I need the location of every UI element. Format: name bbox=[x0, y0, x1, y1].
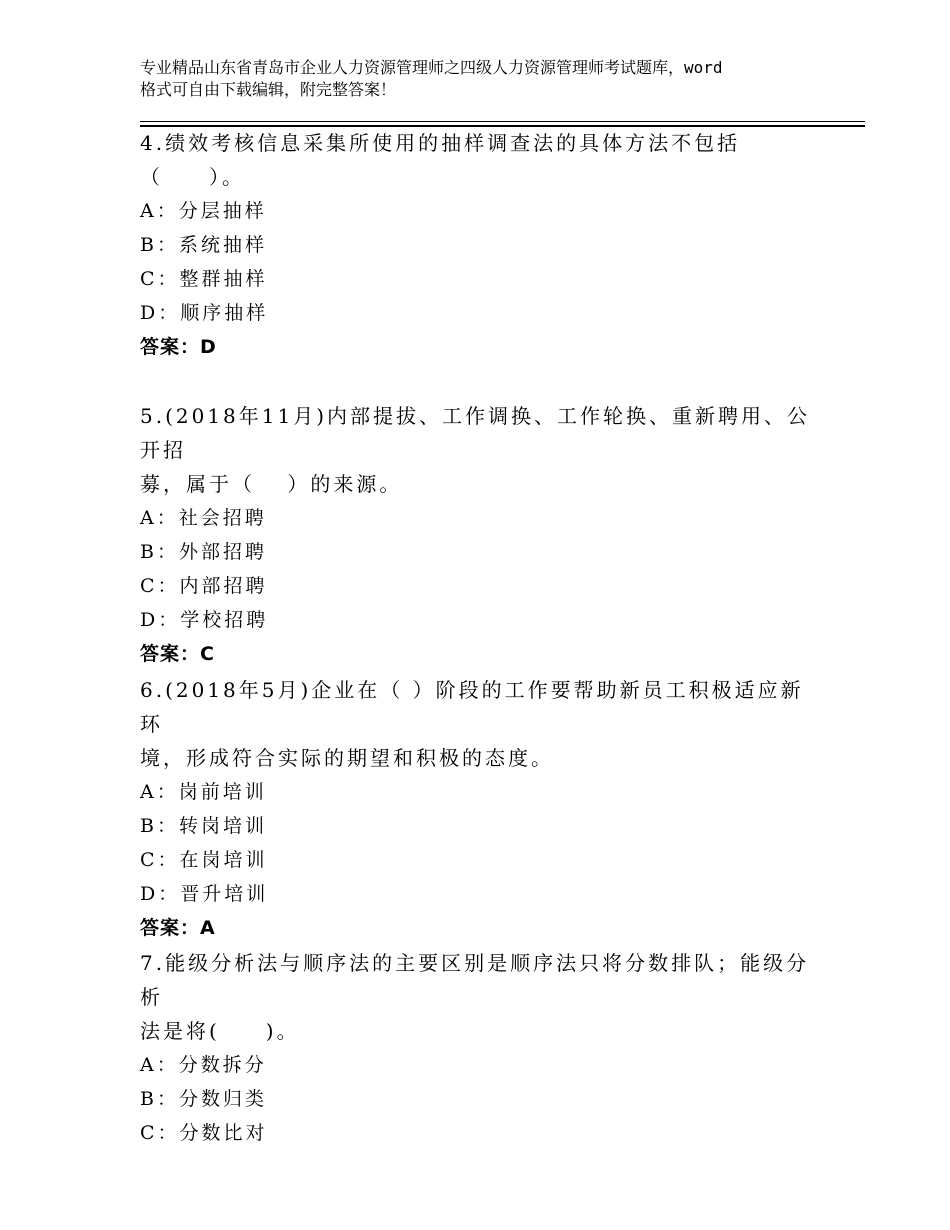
option-b: B：系统抽样 bbox=[140, 234, 267, 256]
option-a: A：分层抽样 bbox=[140, 200, 267, 222]
question-text-line-1: 7.能级分析法与顺序法的主要区别是顺序法只将分数排队；能级分析 bbox=[140, 951, 810, 1009]
question-7 bbox=[140, 946, 820, 1150]
question-text-line-2: 境，形成符合实际的期望和积极的态度。 bbox=[140, 746, 554, 770]
question-text-line-1: 6.(2018年5月)企业在（ ）阶段的工作要帮助新员工积极适应新环 bbox=[140, 678, 804, 736]
option-a: A：岗前培训 bbox=[140, 781, 267, 803]
question-6 bbox=[140, 673, 820, 945]
option-b: B：分数归类 bbox=[140, 1088, 267, 1110]
answer: 答案：C bbox=[140, 643, 215, 665]
option-d: D：晋升培训 bbox=[140, 883, 269, 905]
question-4 bbox=[140, 126, 820, 364]
answer: 答案：A bbox=[140, 917, 216, 939]
answer: 答案：D bbox=[140, 336, 217, 358]
question-text-line-1: 5.(2018年11月)内部提拔、工作调换、工作轮换、重新聘用、公开招 bbox=[140, 404, 811, 462]
question-text-line-2: 法是将( )。 bbox=[140, 1019, 300, 1043]
option-c: C：分数比对 bbox=[140, 1122, 268, 1144]
question-text-line-1: 4.绩效考核信息采集所使用的抽样调查法的具体方法不包括 bbox=[140, 131, 741, 155]
option-d: D：学校招聘 bbox=[140, 609, 269, 631]
question-text-line-2: （ ）。 bbox=[140, 165, 245, 189]
option-b: B：外部招聘 bbox=[140, 541, 267, 563]
question-text-line-2: 募，属于（ ）的来源。 bbox=[140, 472, 403, 496]
option-a: A：社会招聘 bbox=[140, 507, 267, 529]
option-b: B：转岗培训 bbox=[140, 815, 267, 837]
option-d: D：顺序抽样 bbox=[140, 302, 269, 324]
header-divider-thin bbox=[140, 121, 865, 122]
header-line-1: 专业精品山东省青岛市企业人力资源管理师之四级人力资源管理师考试题库，word bbox=[140, 58, 723, 77]
document-header bbox=[140, 57, 840, 101]
header-line-2: 格式可自由下载编辑，附完整答案！ bbox=[140, 80, 397, 99]
option-c: C：整群抽样 bbox=[140, 268, 268, 290]
option-c: C：在岗培训 bbox=[140, 849, 268, 871]
option-a: A：分数拆分 bbox=[140, 1054, 267, 1076]
question-5 bbox=[140, 399, 820, 671]
option-c: C：内部招聘 bbox=[140, 575, 268, 597]
